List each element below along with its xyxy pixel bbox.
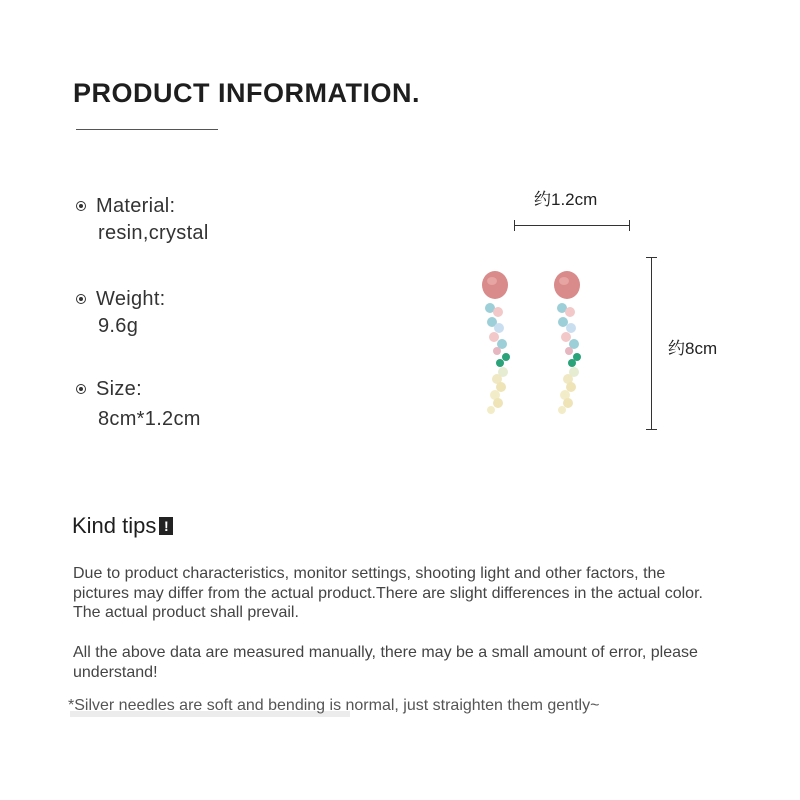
- page-title: PRODUCT INFORMATION.: [73, 78, 420, 108]
- width-dimension-label: 约1.2cm: [534, 190, 598, 209]
- height-dimension-tick: [646, 429, 657, 430]
- spec-label: Material:: [96, 194, 176, 217]
- silver-needle-note: *Silver needles are soft and bending is normal, just straighten them gently~: [68, 697, 600, 714]
- bullet-icon: [76, 201, 86, 211]
- height-dimension-tick: [646, 257, 657, 258]
- spec-label: Size:: [96, 377, 142, 400]
- spec-value: resin,crystal: [98, 222, 209, 244]
- height-dimension-label: 约8cm: [668, 339, 718, 358]
- title-underline: [76, 129, 218, 130]
- exclamation-icon: !: [159, 517, 173, 535]
- spec-material: [76, 192, 209, 245]
- spec-size: [76, 375, 201, 431]
- earring-right: [554, 271, 581, 414]
- spec-value: 9.6g: [98, 315, 139, 337]
- spec-value: 8cm*1.2cm: [98, 408, 201, 430]
- spec-label: Weight:: [96, 287, 166, 310]
- width-dimension-tick: [514, 220, 515, 231]
- bullet-icon: [76, 294, 86, 304]
- width-dimension-tick: [629, 220, 630, 231]
- height-dimension-line: [651, 257, 652, 429]
- spec-weight: [76, 285, 166, 338]
- tips-paragraph-1: Due to product characteristics, monitor settings, shooting light and other factors, the pictures may differ from the actual product.There are slight differences in the actual color. The actual product shall prevail.: [73, 565, 703, 621]
- earrings-image: [470, 268, 600, 423]
- tips-paragraph-2: All the above data are measured manually, there may be a small amount of error, please understand!: [73, 644, 698, 681]
- bullet-icon: [76, 384, 86, 394]
- earring-left: [482, 271, 510, 414]
- kind-tips-label: Kind tips: [72, 513, 157, 538]
- width-dimension-line: [514, 225, 630, 226]
- kind-tips-heading: [72, 513, 173, 539]
